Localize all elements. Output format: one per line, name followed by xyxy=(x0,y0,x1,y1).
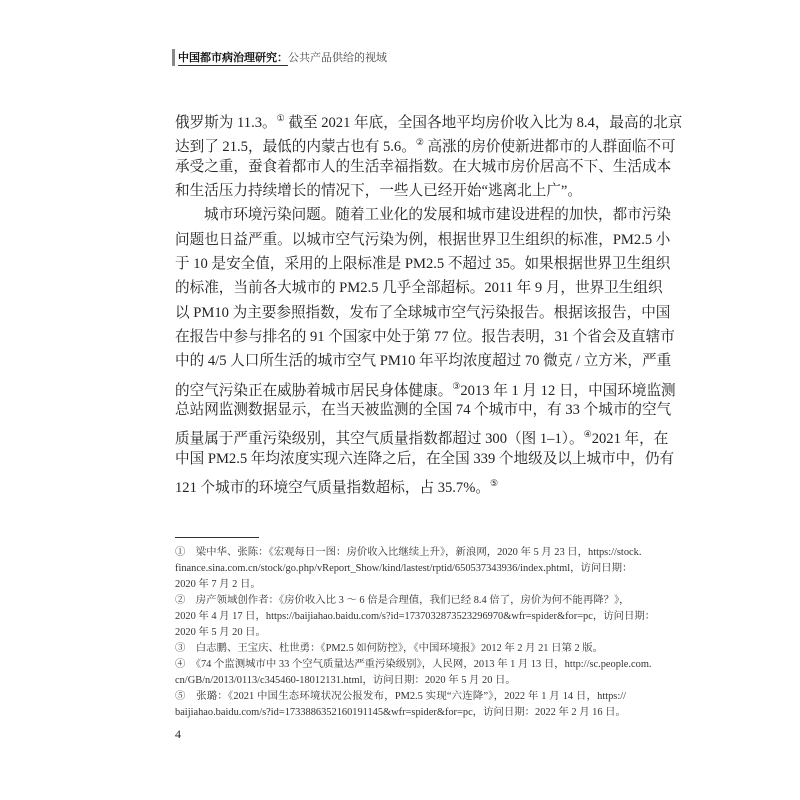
footnote-line: ⑤ 张璐：《2021 中国生态环境状况公报发布，PM2.5 实现“六连降”》，2022 年 1 月 14 日，https:// xyxy=(175,691,626,702)
footnote-marker: ⑤ xyxy=(489,478,499,489)
footnote-line: ② 房产领域创作者：《房价收入比 3 ～ 6 倍是合理值，我们已经 8.4 倍了，房价为何不能再降？》， xyxy=(175,595,630,606)
book-title: 中国都市病治理研究： xyxy=(178,49,288,66)
footnote-line: baijiahao.baidu.com/s?id=1733886352160191145&wfr=spider&for=pc，访问日期：2022 年 2 月 16 日。 xyxy=(175,707,626,718)
text-line: 在报告中参与排名的 91 个国家中处于第 77 位。报告表明，31 个省会及直辖市 xyxy=(175,329,675,346)
text-line: 于 10 是安全值，采用的上限标准是 PM2.5 不超过 35。如果根据世界卫生组织 xyxy=(175,256,671,273)
text-line: 问题也日益严重。以城市空气污染为例，根据世界卫生组织的标准，PM2.5 小 xyxy=(175,231,671,248)
footnote-line: ④ 《74 个监测城市中 33 个空气质量达严重污染级别》，人民网，2013 年 1 月 13 日，http://sc.people.com. xyxy=(175,659,652,670)
footnote-4 xyxy=(175,657,652,689)
footnote-marker: ② xyxy=(415,137,424,148)
footnotes xyxy=(175,545,656,721)
text-line: 的标准，当前各大城市的 PM2.5 几乎全部超标。2011 年 9 月，世界卫生组织 xyxy=(175,280,663,297)
footnote-line: 2020 年 7 月 2 日。 xyxy=(175,579,261,590)
footnote-1 xyxy=(175,545,642,593)
footnote-marker: ④ xyxy=(583,429,592,440)
body-text xyxy=(175,106,683,497)
page-number: 4 xyxy=(175,727,181,741)
text-line: 达到了 21.5，最低的内蒙古也有 5.6。② 高涨的房价使新进都市的人群面临不可 xyxy=(175,137,676,156)
footnote-line: ① 梁中华、张陈：《宏观每日一图：房价收入比继续上升》，新浪网，2020 年 5 月 23 日，https://stock. xyxy=(175,547,642,558)
text-line: 和生活压力持续增长的情况下，一些人已经开始“逃离北上广”。 xyxy=(175,183,582,200)
footnote-marker: ③ xyxy=(452,380,461,391)
paragraph xyxy=(175,203,676,497)
footnote-3 xyxy=(175,641,626,657)
paragraph xyxy=(175,106,683,203)
footnote-marker: ① xyxy=(276,113,285,123)
book-subtitle: 公共产品供给的视域 xyxy=(288,52,387,64)
text-line: 的空气污染正在威胁着城市居民身体健康。③2013 年 1 月 12 日，中国环境监测 xyxy=(175,380,676,399)
text-line: 中国 PM2.5 年均浓度实现六连降之后，在全国 339 个地级及以上城市中，仍有 xyxy=(175,450,675,467)
footnote-line: cn/GB/n/2013/0113/c345460-18012131.html，访问日期：2020 年 5 月 20 日。 xyxy=(175,675,516,686)
footnote-line: finance.sina.com.cn/stock/go.php/vReport_Show/kind/lastest/rptid/650537343936/index.phtml，访问日期： xyxy=(175,563,633,574)
footnote-line: 2020 年 4 月 17 日，https://baijiahao.baidu.com/s?id=1737032873523296970&wfr=spider&for=pc，访问日期： xyxy=(175,611,656,622)
text-line: 城市环境污染问题。随着工业化的发展和城市建设进程的加快，都市污染 xyxy=(204,207,672,224)
footnote-line: ③ 白志鹏、王宝庆、杜世勇：《PM2.5 如何防控》，《中国环境报》2012 年 2 月 21 日第 2 版。 xyxy=(175,643,604,654)
text-line: 121 个城市的环境空气质量指数超标，占 35.7%。⑤ xyxy=(175,478,499,497)
footnote-separator xyxy=(175,537,259,538)
footnote-5 xyxy=(175,689,626,721)
text-line: 承受之重，蚕食着都市人的生活幸福指数。在大城市房价居高不下、生活成本 xyxy=(175,158,672,175)
text-line: 俄罗斯为 11.3。① 截至 2021 年底，全国各地平均房价收入比为 8.4，最高的北京 xyxy=(175,113,683,131)
text-line: 以 PM10 为主要参照指数，发布了全球城市空气污染报告。根据该报告，中国 xyxy=(175,304,671,321)
header-bar-decoration xyxy=(172,49,175,66)
text-line: 中的 4/5 人口所生活的城市空气 PM10 年平均浓度超过 70 微克 / 立方米，严重 xyxy=(175,353,672,370)
footnote-2 xyxy=(175,593,656,641)
text-line: 质量属于严重污染级别，其空气质量指数都超过 300（图 1–1）。④2021 年，在 xyxy=(175,429,669,448)
running-header xyxy=(172,49,387,65)
text-line: 总站网监测数据显示，在当天被监测的全国 74 个城市中，有 33 个城市的空气 xyxy=(175,402,672,419)
footnote-line: 2020 年 5 月 20 日。 xyxy=(175,627,266,638)
